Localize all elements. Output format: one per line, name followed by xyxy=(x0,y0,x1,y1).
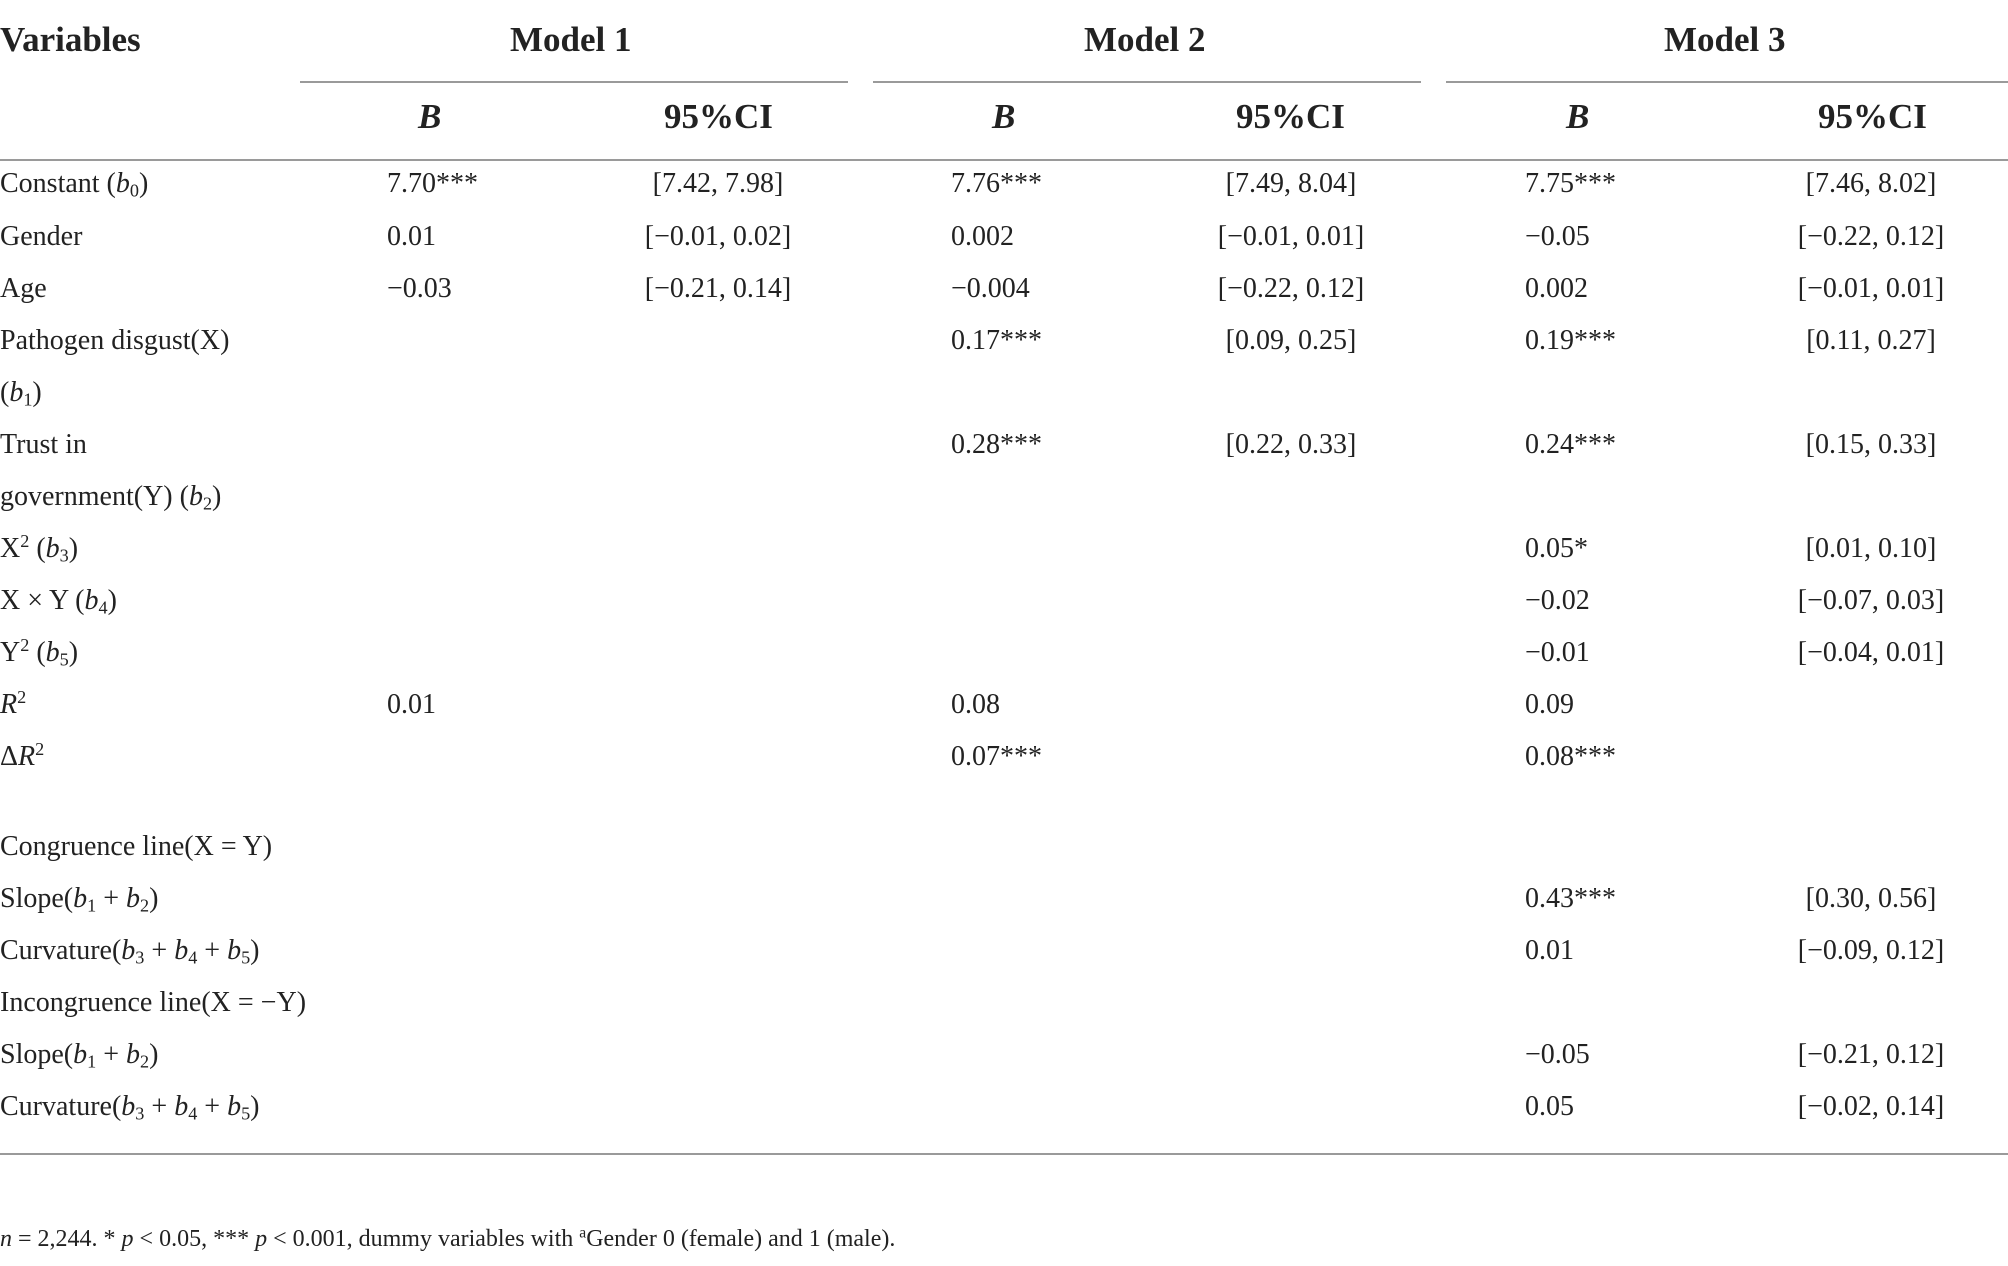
row-label-xy: X × Y $(b_4)$ xyxy=(0,585,117,618)
congruence-slope-m3-b: 0.43*** xyxy=(1525,883,1616,914)
header-model-1: Model 1 xyxy=(510,20,632,59)
congruence-curvature-m3-ci: [−0.09, 0.12] xyxy=(1797,935,1945,966)
gender-m2-ci: [−0.01, 0.01] xyxy=(1217,221,1365,252)
row-label-trust-line1: Trust in xyxy=(0,429,87,460)
x2-m3-ci: [0.01, 0.10] xyxy=(1805,533,1937,564)
age-m3-ci: [−0.01, 0.01] xyxy=(1797,273,1945,304)
row-label-pathogen-line2: $(b_1)$ xyxy=(0,377,42,410)
delta-r2-m2-b: 0.07*** xyxy=(951,741,1042,772)
y2-m3-b: −0.01 xyxy=(1525,637,1590,668)
row-label-y2: $Y^2$ $(b_5)$ xyxy=(0,635,79,670)
r2-m3-b: 0.09 xyxy=(1525,689,1574,720)
table-bottom-rule xyxy=(0,1153,2008,1155)
table-footnote: n = 2,244. * p < 0.05, *** p < 0.001, dummy variables with $^a$Gender 0 (female) and 1 (male). xyxy=(0,1224,896,1252)
row-label-congruence-curvature: $Curvature(b_3 + b_4 + b_5)$ xyxy=(0,935,260,968)
model-3-b-header: B xyxy=(1566,97,1590,136)
age-m1-ci: [−0.21, 0.14] xyxy=(644,273,792,304)
pathogen-m2-b: 0.17*** xyxy=(951,325,1042,356)
row-label-incongruence-slope: $Slope(b_1 + b_2)$ xyxy=(0,1039,159,1072)
model-1-rule xyxy=(300,81,848,83)
header-bottom-rule xyxy=(0,159,2008,161)
constant-m1-b: 7.70*** xyxy=(387,168,478,199)
trust-m3-b: 0.24*** xyxy=(1525,429,1616,460)
incongruence-curvature-m3-b: 0.05 xyxy=(1525,1091,1574,1122)
age-m2-ci: [−0.22, 0.12] xyxy=(1217,273,1365,304)
row-label-incongruence-curvature: $Curvature(b_3 + b_4 + b_5)$ xyxy=(0,1091,260,1124)
x2-m3-b: 0.05* xyxy=(1525,533,1588,564)
incongruence-slope-m3-ci: [−0.21, 0.12] xyxy=(1797,1039,1945,1070)
row-label-congruence: Congruence line(X = Y) xyxy=(0,831,273,862)
xy-m3-b: −0.02 xyxy=(1525,585,1590,616)
age-m1-b: −0.03 xyxy=(387,273,452,304)
congruence-slope-m3-ci: [0.30, 0.56] xyxy=(1805,883,1937,914)
row-label-x2: $X^2$ $(b_3)$ xyxy=(0,531,79,566)
y2-m3-ci: [−0.04, 0.01] xyxy=(1797,637,1945,668)
model-3-rule xyxy=(1446,81,2008,83)
pathogen-m3-ci: [0.11, 0.27] xyxy=(1806,325,1936,356)
row-label-pathogen-line1: Pathogen disgust(X) xyxy=(0,325,230,356)
incongruence-slope-m3-b: −0.05 xyxy=(1525,1039,1590,1070)
header-model-2: Model 2 xyxy=(1084,20,1206,59)
constant-m3-b: 7.75*** xyxy=(1525,168,1616,199)
constant-m2-ci: [7.49, 8.04] xyxy=(1225,168,1357,199)
delta-r2-m3-b: 0.08*** xyxy=(1525,741,1616,772)
row-label-congruence-slope: $Slope(b_1 + b_2)$ xyxy=(0,883,159,916)
constant-m3-ci: [7.46, 8.02] xyxy=(1805,168,1937,199)
row-label-gender: Gender xyxy=(0,221,83,252)
model-3-ci-header: 95%CI xyxy=(1818,97,1927,136)
model-1-ci-header: 95%CI xyxy=(664,97,773,136)
row-label-trust-line2: government(Y) $(b_2)$ xyxy=(0,481,222,514)
gender-m3-ci: [−0.22, 0.12] xyxy=(1797,221,1945,252)
row-label-incongruence: Incongruence line(X = −Y) xyxy=(0,987,307,1018)
age-m2-b: −0.004 xyxy=(951,273,1030,304)
pathogen-m3-b: 0.19*** xyxy=(1525,325,1616,356)
gender-m2-b: 0.002 xyxy=(951,221,1014,252)
gender-m1-b: 0.01 xyxy=(387,221,436,252)
r2-m2-b: 0.08 xyxy=(951,689,1000,720)
row-label-r2: $R^2$ xyxy=(0,687,27,720)
row-label-delta-r2: $\Delta R^2$ xyxy=(0,739,45,772)
age-m3-b: 0.002 xyxy=(1525,273,1588,304)
model-1-b-header: B xyxy=(418,97,442,136)
constant-m2-b: 7.76*** xyxy=(951,168,1042,199)
model-2-b-header: B xyxy=(992,97,1016,136)
trust-m2-b: 0.28*** xyxy=(951,429,1042,460)
incongruence-curvature-m3-ci: [−0.02, 0.14] xyxy=(1797,1091,1945,1122)
row-label-age: Age xyxy=(0,273,47,304)
r2-m1-b: 0.01 xyxy=(387,689,436,720)
model-2-ci-header: 95%CI xyxy=(1236,97,1345,136)
pathogen-m2-ci: [0.09, 0.25] xyxy=(1225,325,1357,356)
row-label-constant: Constant $(b_0)$ xyxy=(0,168,149,201)
constant-m1-ci: [7.42, 7.98] xyxy=(652,168,784,199)
header-model-3: Model 3 xyxy=(1664,20,1786,59)
congruence-curvature-m3-b: 0.01 xyxy=(1525,935,1574,966)
xy-m3-ci: [−0.07, 0.03] xyxy=(1797,585,1945,616)
header-variables: Variables xyxy=(0,20,141,59)
gender-m1-ci: [−0.01, 0.02] xyxy=(644,221,792,252)
model-2-rule xyxy=(873,81,1421,83)
trust-m3-ci: [0.15, 0.33] xyxy=(1805,429,1937,460)
trust-m2-ci: [0.22, 0.33] xyxy=(1225,429,1357,460)
gender-m3-b: −0.05 xyxy=(1525,221,1590,252)
